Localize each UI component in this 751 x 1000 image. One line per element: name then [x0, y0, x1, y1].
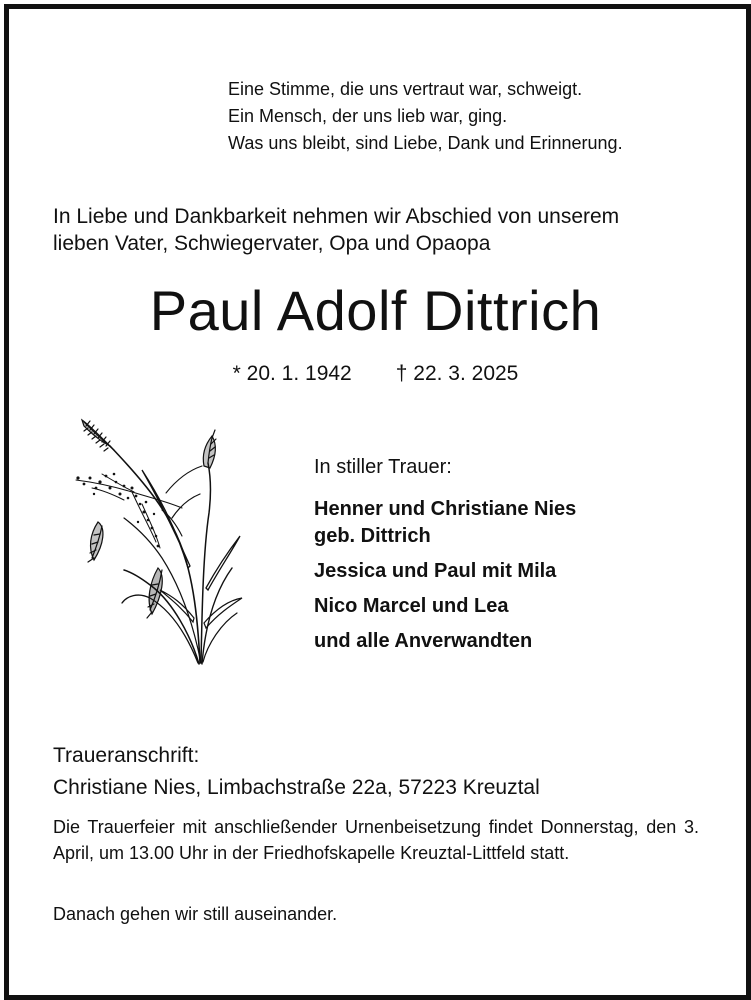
verse-line-1: Eine Stimme, die uns vertraut war, schweigt.	[228, 79, 583, 99]
mourner-line-2: geb. Dittrich	[314, 525, 431, 547]
ceremony-details: Die Trauerfeier mit anschließender Urnenbeisetzung findet Donnerstag, den 3. April, um 13.00 Uhr in der Friedhofskapelle Kreuztal-Littfeld statt.	[53, 817, 699, 863]
birth-date: * 20. 1. 1942	[232, 362, 352, 385]
life-dates	[0, 360, 751, 388]
mourner-line-4: Nico Marcel und Lea	[314, 595, 509, 617]
verse-line-3: Was uns bleibt, sind Liebe, Dank und Erinnerung.	[228, 133, 623, 153]
mourner-line-5: und alle Anverwandten	[314, 630, 533, 652]
mourning-address	[53, 740, 540, 804]
memorial-verse	[228, 76, 623, 157]
mourners-lead: In stiller Trauer:	[314, 456, 452, 478]
farewell-intro	[53, 203, 619, 257]
mourner-line-3: Jessica und Paul mit Mila	[314, 560, 557, 582]
mourner-line-1: Henner und Christiane Nies	[314, 498, 577, 520]
deceased-name: Paul Adolf Dittrich	[149, 279, 602, 342]
death-date: † 22. 3. 2025	[395, 362, 519, 385]
closing-note: Danach gehen wir still auseinander.	[53, 904, 338, 924]
address-value: Christiane Nies, Limbachstraße 22a, 57223 Kreuztal	[53, 776, 540, 799]
address-label: Traueranschrift:	[53, 744, 200, 767]
wheat-stalks-icon	[72, 418, 252, 668]
mourners-block	[314, 453, 576, 655]
intro-line-1: In Liebe und Dankbarkeit nehmen wir Abschied von unserem	[53, 205, 620, 228]
verse-line-2: Ein Mensch, der uns lieb war, ging.	[228, 106, 508, 126]
intro-line-2: lieben Vater, Schwiegervater, Opa und Opaopa	[53, 232, 491, 255]
